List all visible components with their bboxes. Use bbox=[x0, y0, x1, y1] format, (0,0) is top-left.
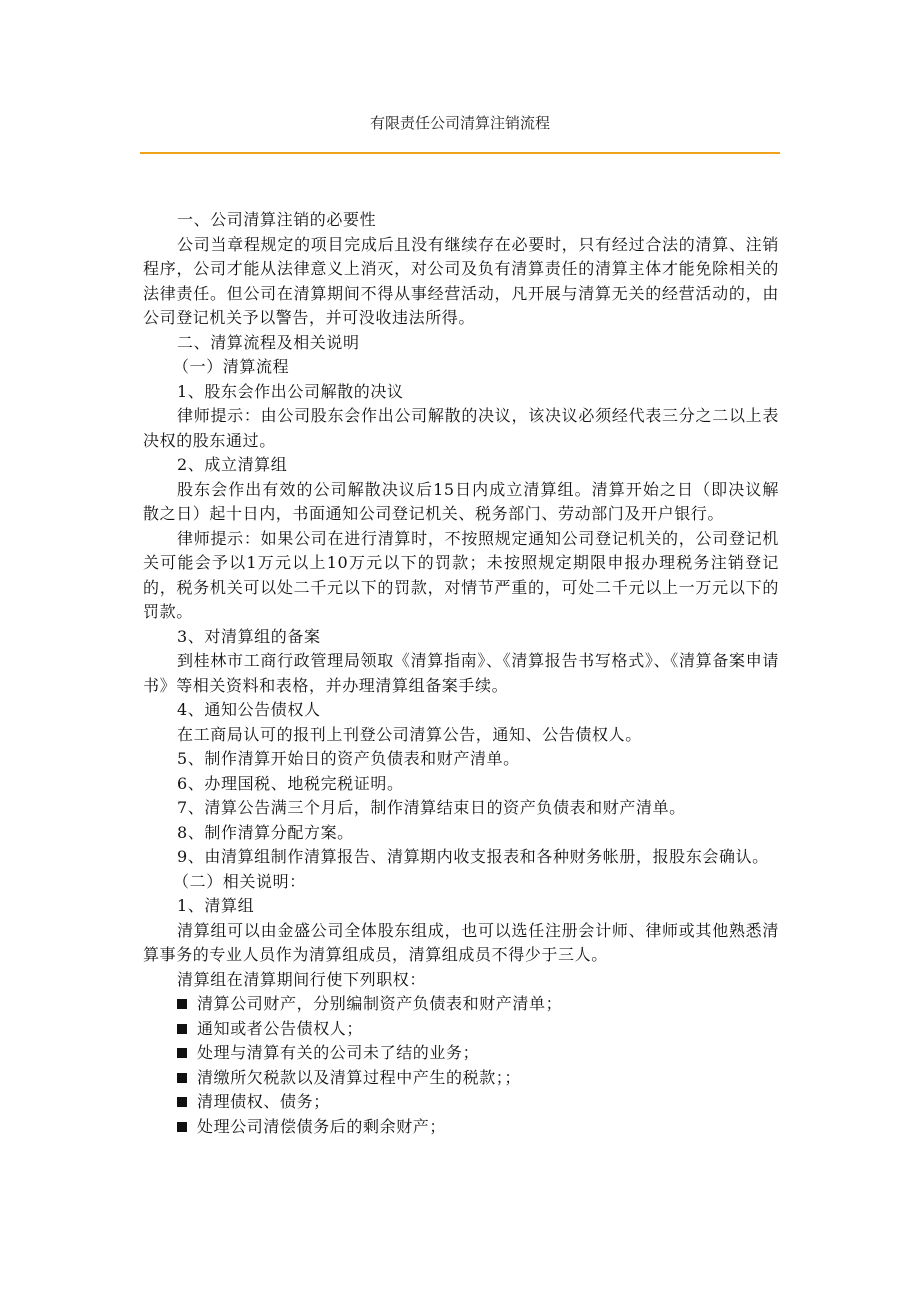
body-paragraph: 股东会作出有效的公司解散决议后15日内成立清算组。清算开始之日（即决议解散之日）起十日内，书面通知公司登记机关、税务部门、劳动部门及开户银行。 bbox=[143, 479, 779, 523]
note-heading-1: 1、清算组 bbox=[177, 896, 255, 915]
list-item bbox=[143, 1115, 779, 1140]
subsection-heading-2: （二）相关说明： bbox=[173, 871, 306, 891]
step-item-8: 8、制作清算分配方案。 bbox=[177, 822, 354, 842]
step-heading-2: 2、成立清算组 bbox=[177, 455, 288, 474]
list-item-text: 清缴所欠税款以及清算过程中产生的税款；； bbox=[197, 1067, 522, 1087]
list-item bbox=[143, 1017, 779, 1042]
step-item-5: 5、制作清算开始日的资产负债表和财产清单。 bbox=[177, 749, 520, 768]
square-bullet-icon bbox=[177, 1048, 187, 1058]
document-body bbox=[143, 208, 779, 1139]
list-item-text: 通知或者公告债权人； bbox=[197, 1018, 364, 1038]
square-bullet-icon bbox=[177, 1097, 187, 1107]
lawyer-tip-2: 律师提示：如果公司在进行清算时，不按照规定通知公司登记机关的，公司登记机关可能会予以1万元以上10万元以下的罚款；未按照规定期限申报办理税务注销登记的，税务机关可以处二千元以下的罚款，对情节严重的，可处二千元以上一万元以下的罚款。 bbox=[143, 528, 779, 621]
list-item-text: 处理与清算有关的公司未了结的业务； bbox=[197, 1043, 480, 1062]
header-rule bbox=[140, 152, 780, 154]
list-item-text: 处理公司清偿债务后的剩余财产； bbox=[197, 1116, 447, 1136]
document-title: 有限责任公司清算注销流程 bbox=[369, 114, 550, 132]
square-bullet-icon bbox=[177, 1073, 187, 1083]
square-bullet-icon bbox=[177, 999, 187, 1009]
body-paragraph: 清算组可以由金盛公司全体股东组成，也可以选任注册会计师、律师或其他熟悉清算事务的专业人员作为清算组成员，清算组成员不得少于三人。 bbox=[143, 920, 779, 964]
section-heading-2: 二、清算流程及相关说明 bbox=[177, 332, 360, 352]
lawyer-tip-1: 律师提示：由公司股东会作出公司解散的决议，该决议必须经代表三分之二以上表决权的股东通过。 bbox=[143, 406, 779, 450]
body-paragraph: 到桂林市工商行政管理局领取《清算指南》、《清算报告书写格式》、《清算备案申请书》等相关资料和表格，并办理清算组备案手续。 bbox=[143, 651, 779, 695]
list-item bbox=[143, 1090, 779, 1115]
list-item-text: 清算公司财产，分别编制资产负债表和财产清单； bbox=[197, 994, 563, 1013]
list-item-text: 清理债权、债务； bbox=[197, 1092, 330, 1111]
step-item-9: 9、由清算组制作清算报告、清算期内收支报表和各种财务帐册，报股东会确认。 bbox=[177, 847, 769, 866]
step-heading-4: 4、通知公告债权人 bbox=[177, 700, 321, 719]
list-item bbox=[143, 992, 779, 1017]
body-paragraph: 在工商局认可的报刊上刊登公司清算公告，通知、公告债权人。 bbox=[177, 724, 642, 744]
subsection-heading-1: （一）清算流程 bbox=[173, 357, 290, 376]
step-item-6: 6、办理国税、地税完税证明。 bbox=[177, 773, 404, 793]
step-heading-3: 3、对清算组的备案 bbox=[177, 626, 321, 646]
step-item-7: 7、清算公告满三个月后，制作清算结束日的资产负债表和财产清单。 bbox=[177, 798, 686, 817]
body-paragraph: 清算组在清算期间行使下列职权： bbox=[177, 969, 427, 989]
square-bullet-icon bbox=[177, 1024, 187, 1034]
list-item bbox=[143, 1066, 779, 1091]
section-heading-1: 一、公司清算注销的必要性 bbox=[177, 210, 377, 229]
square-bullet-icon bbox=[177, 1122, 187, 1132]
step-heading-1: 1、股东会作出公司解散的决议 bbox=[177, 381, 404, 401]
body-paragraph: 公司当章程规定的项目完成后且没有继续存在必要时，只有经过合法的清算、注销程序，公司才能从法律意义上消灭，对公司及负有清算责任的清算主体才能免除相关的法律责任。但公司在清算期间不得从事经营活动，凡开展与清算无关的经营活动的，由公司登记机关予以警告，并可没收违法所得。 bbox=[143, 234, 779, 327]
list-item bbox=[143, 1041, 779, 1066]
